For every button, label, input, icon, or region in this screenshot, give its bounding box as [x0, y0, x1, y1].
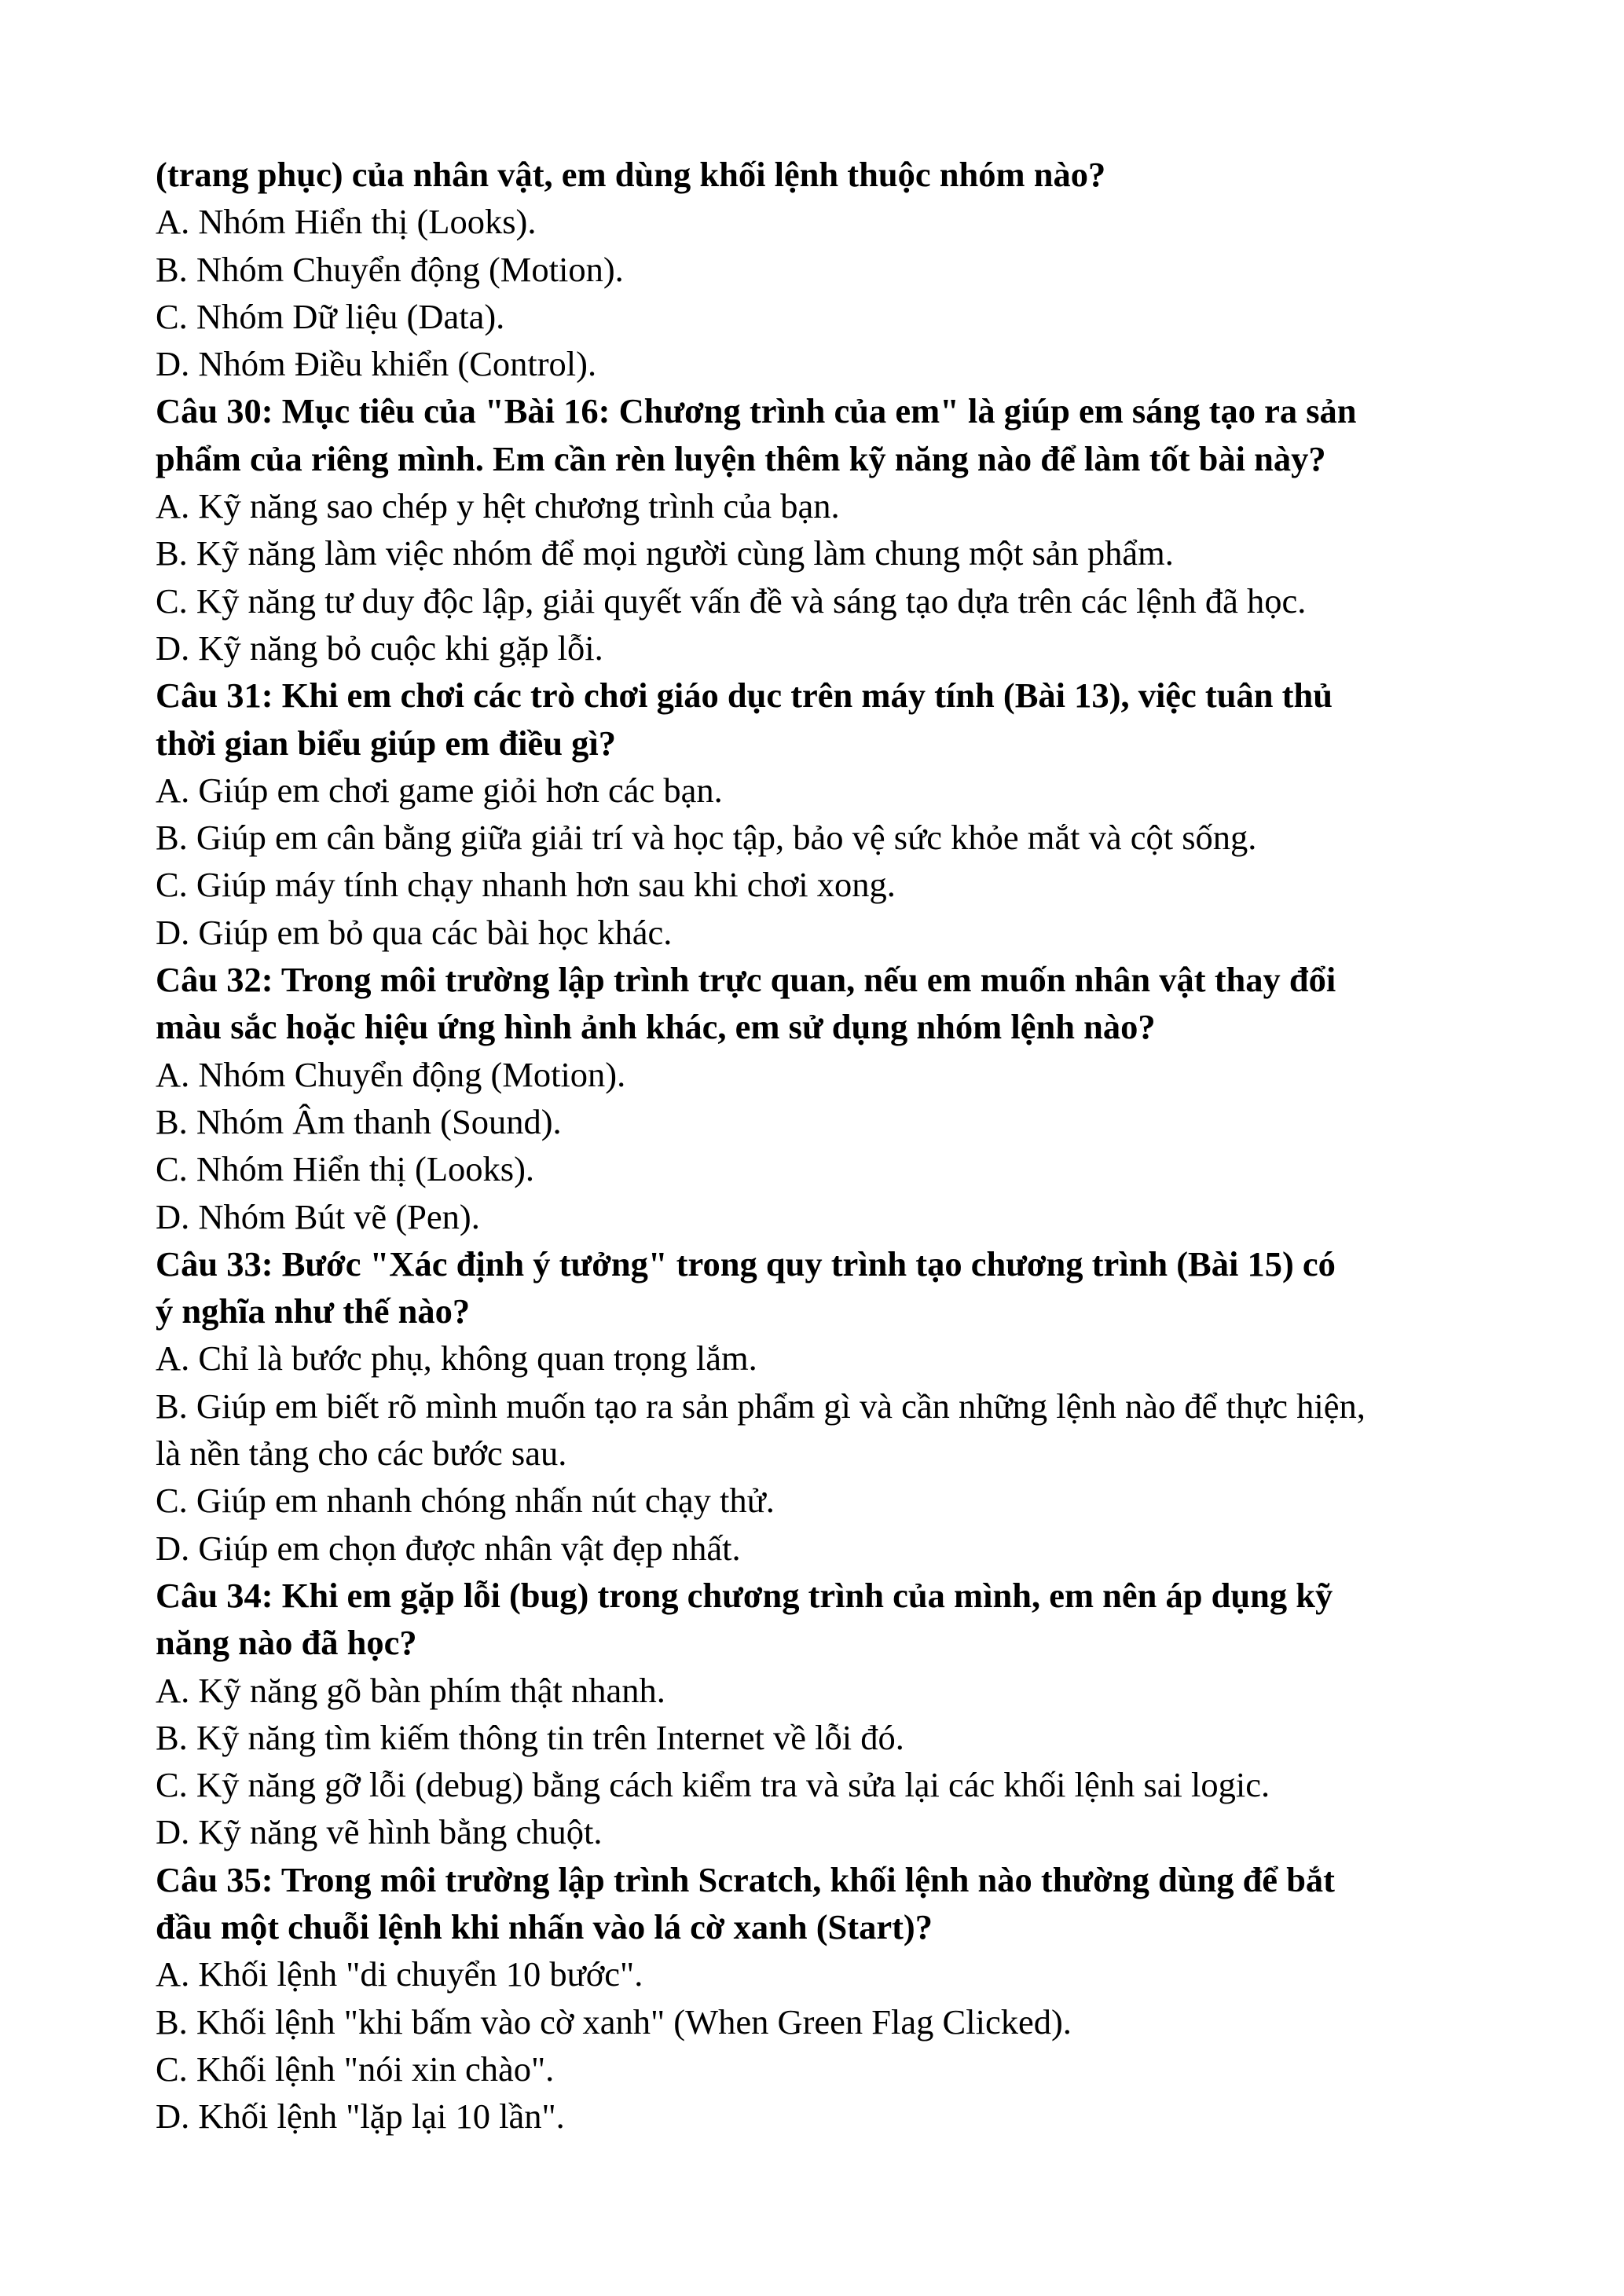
option-line: A. Khối lệnh "di chuyển 10 bước". — [156, 1954, 643, 1994]
question-text — [156, 1240, 1491, 1335]
option-line: C. Giúp em nhanh chóng nhấn nút chạy thử. — [156, 1481, 775, 1521]
option-line: là nền tảng cho các bước sau. — [156, 1434, 567, 1474]
option-line: D. Nhóm Bút vẽ (Pen). — [156, 1196, 480, 1236]
answer-option — [156, 1525, 1491, 1572]
question-line: năng nào đã học? — [156, 1623, 417, 1663]
answer-option — [156, 1335, 1491, 1382]
question-line: đầu một chuỗi lệnh khi nhấn vào lá cờ xanh (Start)? — [156, 1906, 933, 1946]
answer-option — [156, 1382, 1491, 1478]
option-line: D. Khối lệnh "lặp lại 10 lần". — [156, 2096, 565, 2137]
option-line: C. Nhóm Hiển thị (Looks). — [156, 1149, 535, 1189]
answer-option — [156, 1477, 1491, 1524]
answer-option — [156, 1998, 1491, 2045]
option-line: A. Nhóm Hiển thị (Looks). — [156, 202, 537, 242]
answer-option — [156, 1761, 1491, 1808]
option-line: A. Kỹ năng sao chép y hệt chương trình của bạn. — [156, 486, 840, 526]
option-line: B. Nhóm Chuyển động (Motion). — [156, 249, 624, 289]
option-line: A. Giúp em chơi game giỏi hơn các bạn. — [156, 770, 723, 810]
option-line: A. Chỉ là bước phụ, không quan trọng lắm. — [156, 1338, 757, 1379]
question-line: ý nghĩa như thế nào? — [156, 1291, 471, 1331]
answer-option — [156, 1098, 1491, 1145]
question-text — [156, 956, 1491, 1051]
answer-option — [156, 577, 1491, 624]
answer-option — [156, 1145, 1491, 1192]
question-line: Câu 32: Trong môi trường lập trình trực quan, nếu em muốn nhân vật thay đổi — [156, 960, 1336, 1000]
question-line: phẩm của riêng mình. Em cần rèn luyện thêm kỹ năng nào để làm tốt bài này? — [156, 438, 1326, 478]
option-line: B. Kỹ năng làm việc nhóm để mọi người cùng làm chung một sản phẩm. — [156, 533, 1174, 573]
question-text — [156, 387, 1491, 482]
answer-option — [156, 529, 1491, 577]
question-line: thời gian biểu giúp em điều gì? — [156, 723, 616, 763]
answer-option — [156, 340, 1491, 387]
option-line: B. Giúp em cân bằng giữa giải trí và học tập, bảo vệ sức khỏe mắt và cột sống. — [156, 818, 1257, 858]
option-line: C. Khối lệnh "nói xin chào". — [156, 2049, 555, 2089]
option-line: B. Khối lệnh "khi bấm vào cờ xanh" (When Green Flag Clicked). — [156, 2001, 1072, 2041]
option-line: C. Kỹ năng tư duy độc lập, giải quyết vấn đề và sáng tạo dựa trên các lệnh đã học. — [156, 580, 1307, 621]
answer-option — [156, 861, 1491, 908]
answer-option — [156, 2093, 1491, 2140]
answer-option — [156, 482, 1491, 529]
answer-option — [156, 198, 1491, 245]
answer-option — [156, 767, 1491, 814]
option-line: D. Kỹ năng bỏ cuộc khi gặp lỗi. — [156, 628, 603, 668]
option-line: D. Giúp em bỏ qua các bài học khác. — [156, 912, 673, 952]
answer-option — [156, 909, 1491, 956]
answer-option — [156, 1950, 1491, 1998]
answer-option — [156, 2045, 1491, 2093]
option-line: C. Kỹ năng gỡ lỗi (debug) bằng cách kiểm tra và sửa lại các khối lệnh sai logic. — [156, 1765, 1270, 1805]
question-line: Câu 33: Bước "Xác định ý tưởng" trong quy trình tạo chương trình (Bài 15) có — [156, 1243, 1336, 1283]
option-line: C. Giúp máy tính chạy nhanh hơn sau khi chơi xong. — [156, 865, 896, 905]
answer-option — [156, 293, 1491, 340]
answer-option — [156, 1808, 1491, 1855]
answer-option — [156, 1193, 1491, 1240]
document-page — [156, 151, 1491, 2140]
option-line: D. Kỹ năng vẽ hình bằng chuột. — [156, 1812, 603, 1852]
answer-option — [156, 1051, 1491, 1098]
option-line: C. Nhóm Dữ liệu (Data). — [156, 296, 505, 336]
answer-option — [156, 246, 1491, 293]
option-line: B. Nhóm Âm thanh (Sound). — [156, 1101, 562, 1141]
question-line: màu sắc hoặc hiệu ứng hình ảnh khác, em sử dụng nhóm lệnh nào? — [156, 1007, 1156, 1047]
answer-option — [156, 1667, 1491, 1714]
question-text — [156, 151, 1491, 198]
question-line: Câu 34: Khi em gặp lỗi (bug) trong chương trình của mình, em nên áp dụng kỹ — [156, 1575, 1333, 1615]
option-line: D. Giúp em chọn được nhân vật đẹp nhất. — [156, 1528, 741, 1568]
answer-option — [156, 1714, 1491, 1761]
answer-option — [156, 624, 1491, 672]
option-line: A. Nhóm Chuyển động (Motion). — [156, 1054, 626, 1094]
question-line: Câu 31: Khi em chơi các trò chơi giáo dục trên máy tính (Bài 13), việc tuân thủ — [156, 676, 1333, 716]
question-line: (trang phục) của nhân vật, em dùng khối lệnh thuộc nhóm nào? — [156, 155, 1106, 194]
question-text — [156, 672, 1491, 767]
option-line: B. Giúp em biết rõ mình muốn tạo ra sản phẩm gì và cần những lệnh nào để thực hiện, — [156, 1386, 1366, 1426]
option-line: B. Kỹ năng tìm kiếm thông tin trên Internet về lỗi đó. — [156, 1717, 904, 1757]
answer-option — [156, 814, 1491, 861]
option-line: A. Kỹ năng gõ bàn phím thật nhanh. — [156, 1670, 665, 1710]
question-line: Câu 30: Mục tiêu của "Bài 16: Chương trình của em" là giúp em sáng tạo ra sản — [156, 391, 1357, 431]
option-line: D. Nhóm Điều khiển (Control). — [156, 344, 597, 384]
question-text — [156, 1856, 1491, 1951]
question-text — [156, 1572, 1491, 1667]
question-line: Câu 35: Trong môi trường lập trình Scratch, khối lệnh nào thường dùng để bắt — [156, 1859, 1336, 1899]
